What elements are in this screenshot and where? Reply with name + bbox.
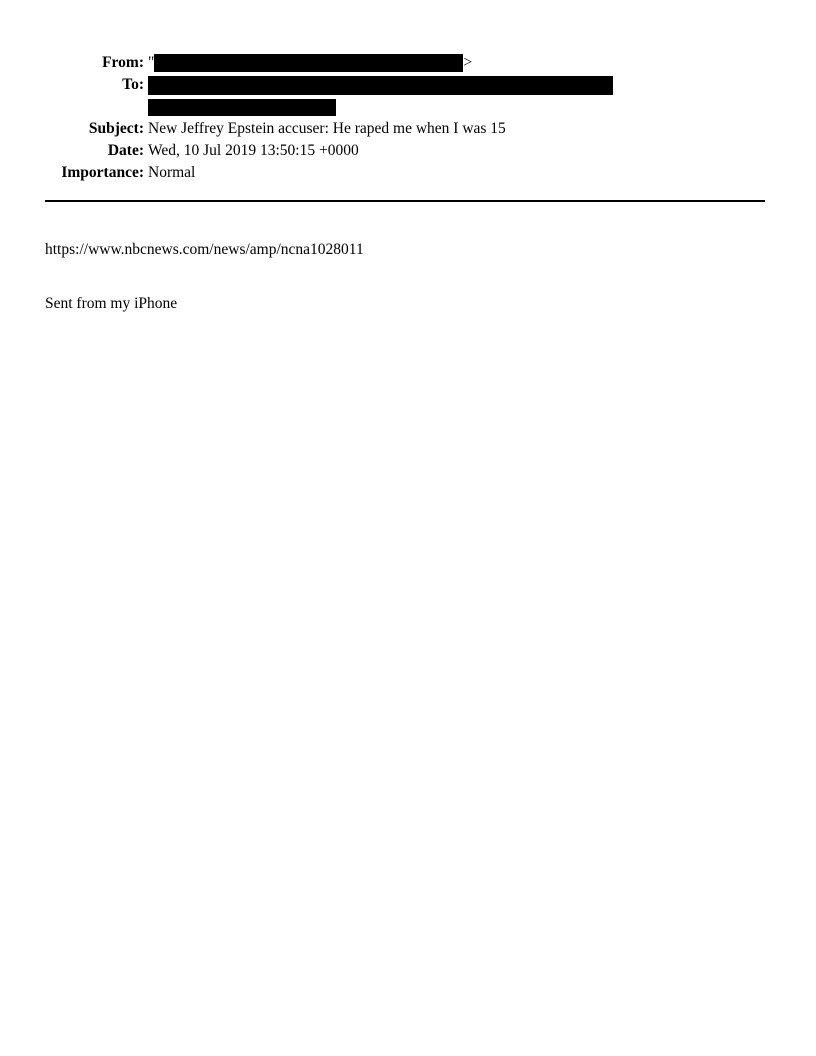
subject-row xyxy=(0,118,816,140)
importance-label: Importance: xyxy=(61,164,144,181)
to-label: To: xyxy=(122,76,144,93)
from-label: From: xyxy=(102,54,144,71)
from-row xyxy=(0,52,816,74)
to-redaction-line-2 xyxy=(148,99,336,116)
date-label: Date: xyxy=(107,142,144,159)
email-headers xyxy=(0,52,816,184)
to-redaction-line-1 xyxy=(148,76,613,95)
to-value-continued xyxy=(148,96,336,118)
header-divider xyxy=(45,200,765,202)
date-value: Wed, 10 Jul 2019 13:50:15 +0000 xyxy=(148,142,359,159)
subject-value: New Jeffrey Epstein accuser: He raped me when I was 15 xyxy=(148,120,506,137)
signature-text: Sent from my iPhone xyxy=(45,295,178,312)
to-row xyxy=(0,74,816,96)
from-quote: " xyxy=(148,54,155,71)
date-row xyxy=(0,140,816,162)
from-redaction xyxy=(154,54,463,72)
to-row-continued xyxy=(0,96,816,118)
importance-value: Normal xyxy=(148,164,196,181)
importance-row xyxy=(0,162,816,184)
to-value xyxy=(148,74,613,96)
from-angle: > xyxy=(463,54,473,71)
subject-label: Subject: xyxy=(88,120,144,137)
from-value xyxy=(148,52,472,74)
body-link[interactable]: https://www.nbcnews.com/news/amp/ncna1028011 xyxy=(45,241,364,258)
